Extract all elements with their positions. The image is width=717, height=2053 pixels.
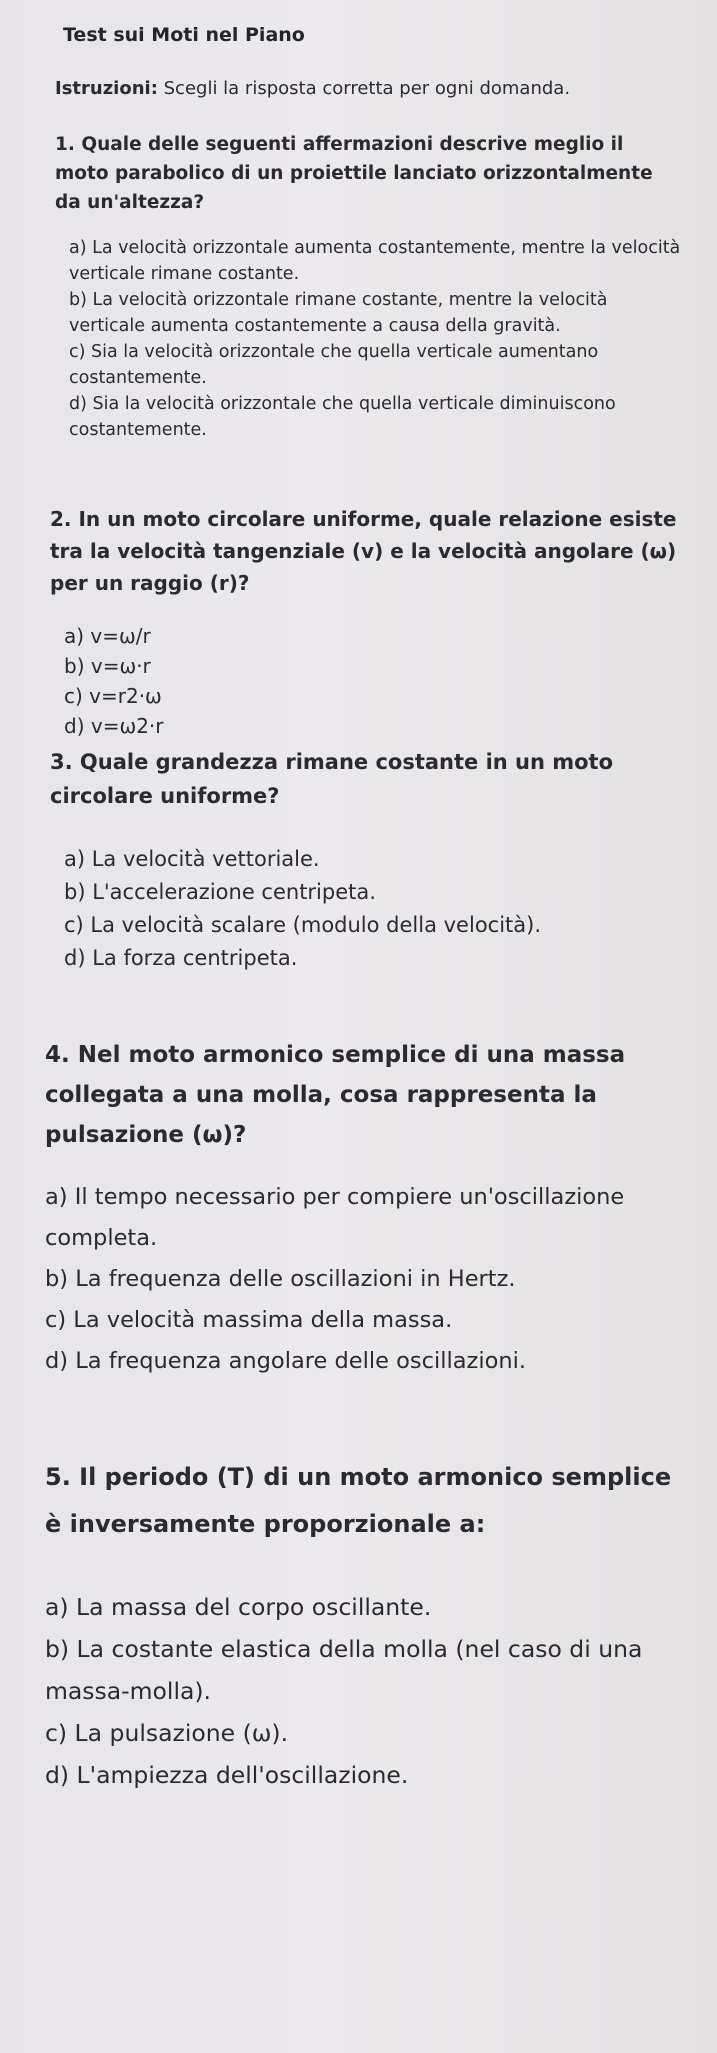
question-text: 5. Il periodo (T) di un moto armonico semplice è inversamente proporzionale a: [45,1463,672,1538]
option-d: d) L'ampiezza dell'oscillazione. [45,1761,409,1789]
option-c: c) La pulsazione (ω). [45,1719,289,1747]
option-c: c) v=r2·ω [64,684,162,708]
question-1 [55,130,687,443]
option-c: c) La velocità massima della massa. [45,1307,453,1333]
option-a: a) La massa del corpo oscillante. [45,1593,432,1621]
option-b: b) La frequenza delle oscillazioni in Hertz. [45,1266,516,1292]
option-a: a) La velocità vettoriale. [64,847,320,871]
instructions-label: Istruzioni: [55,78,158,99]
option-d: d) v=ω2·r [64,714,164,738]
question-3 [50,745,687,975]
question-text: 4. Nel moto armonico semplice di una massa collegata a una molla, cosa rappresenta la pulsazione (ω)? [45,1042,626,1148]
option-b: b) L'accelerazione centripeta. [64,880,376,904]
option-d: d) La frequenza angolare delle oscillazioni. [45,1348,527,1374]
option-c: c) La velocità scalare (modulo della velocità). [64,913,542,937]
option-b: b) v=ω·r [64,654,151,678]
option-a: a) v=ω/r [64,624,151,648]
question-4 [45,1035,687,1382]
option-a: a) La velocità orizzontale aumenta costantemente, mentre la velocità verticale rimane costante. [69,238,681,284]
instructions-text: Scegli la risposta corretta per ogni domanda. [157,78,571,99]
option-c: c) Sia la velocità orizzontale che quella verticale aumentano costantemente. [69,342,599,388]
page-title: Test sui Moti nel Piano [63,24,305,46]
question-text: 1. Quale delle seguenti affermazioni descrive meglio il moto parabolico di un proiettile lanciato orizzontalmente da un'altezza? [55,134,653,213]
question-2 [50,503,687,741]
option-d: d) Sia la velocità orizzontale che quella verticale diminuiscono costantemente. [69,394,616,440]
option-b: b) La velocità orizzontale rimane costante, mentre la velocità verticale aumenta costantemente a causa della gravità. [69,290,608,336]
question-5 [45,1454,687,1796]
option-d: d) La forza centripeta. [64,946,298,970]
question-text: 3. Quale grandezza rimane costante in un moto circolare uniforme? [50,750,614,808]
question-text: 2. In un moto circolare uniforme, quale relazione esiste tra la velocità tangenziale (v) e la velocità angolare (ω) per un raggio (r)? [50,507,677,595]
instructions [55,76,655,102]
option-b: b) La costante elastica della molla (nel caso di una massa-molla). [45,1635,643,1705]
option-a: a) Il tempo necessario per compiere un'oscillazione completa. [45,1184,625,1251]
